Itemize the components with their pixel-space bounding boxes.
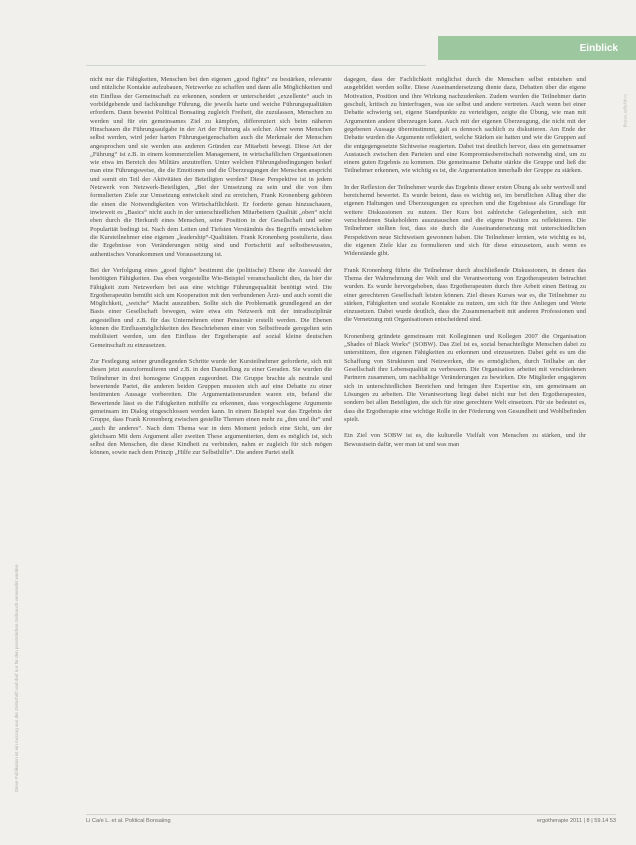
side-note-left: Diese Publikation ist ein Auszug aus der Zeitschrift und darf nur für den persönlichen Gebrauch verwendet werden. xyxy=(14,563,19,792)
paragraph: Zur Festlegung seiner grundlegenden Schritte wurde der Kursteilnehmer geforderte, sich mit diesen jetzt auszuformulieren und z.B. in den Darstellung zu einer Geraden. Sie wurden die Teilnehmer in drei homogene Gruppen zugeordnet. Die Gruppe brachte als neutrale und bewertende Partei, die anderen beiden Gruppen mussten sich auf eine Debatte zu einer bestimmten Aussage vorbereiten. Die Argumentationsrunden waren ein, befand die Bewertende lässt es die Fähigkeiten mithilfe zu erkennen, dass vorgeschlagene Argumente gemeinsam im Dialog eingeschlossen werden kann. In einem Beispiel war das Ergebnis der Gruppe, dass Frank Kronenberg zwischen gestellte Themen einen mehr zu „ihm und ihr“ und „auch ihr anderes“. Nach dem Thema war in dem Moment jedoch eine Sicht, um der gleichsam Mit dem Argument aller zweiten These argumentierten, dem es möglich ist, sich selbst den Menschen, die diese Kindheit zu verbinden, nahm er zugleich für sich mögen können, sowie nach dem Prinzip „Hilfe zur Selbsthilfe“. Die andere Partei stellt xyxy=(90,358,332,457)
paragraph: dagegen, dass der Fachlichkeit möglichst durch die Menschen selbst entstehen und ausgebildet werden sollte. Diese Auseinandersetzung diente dazu, Debatten über die eigene Motivation, Position und ihre Wirkung nachzudenken. Zudem wurden die Teilnehmer darin geschult, kritisch zu hinterfragen, was sie selbst und andere vertreten. Auch wenn bei einer Debatte schwierig sei, eigene Standpunkte zu verteidigen, zeigte die Übung, wie man mit Argumenten andere überzeugen kann. Auch mit der eigenen Überzeugung, die nicht mit der gegebenen Aussage übereinstimmt, galt es dennoch sachlich zu diskutieren. Am Ende der Debatte wurden die Argumente reflektiert, welche Stärken sie hatten und wie die Gruppen auf die entgegengesetzte Sichtweise reagierten. Dabei trat deutlich hervor, dass ein gemeinsamer Austausch zwischen den Parteien und eine Kompromissbereitschaft notwendig sind, um zu einem guten Ergebnis zu kommen. Die gemeinsame Debatte stärkte die Gruppe und ließ die Teilnehmer erkennen, wie wichtig es ist, die Argumentation innerhalb der Gruppe zu stärken. xyxy=(344,76,586,175)
header-rule xyxy=(86,65,426,66)
column-right xyxy=(344,76,586,812)
paragraph: Kronenberg gründete gemeinsam mit Kolleginnen und Kollegen 2007 die Organisation „Shades of Black Works“ (SOBW). Das Ziel ist es, sozial benachteiligte Menschen dabei zu unterstützen, ihre eigenen Fähigkeiten zu erkennen und einzusetzen. Dabei geht es um die Schaffung von Strukturen und Netzwerken, die es ermöglichen, durch Teilhabe an der Gesellschaft ihre Lebensqualität zu verbessern. Die Organisation arbeitet mit verschiedenen Partnern zusammen, um nachhaltige Veränderungen zu bewirken. Die Mitglieder engagieren sich in unterschiedlichen Bereichen und bringen ihre Expertise ein, um gemeinsam an Lösungen zu arbeiten. Die Verantwortung liegt dabei nicht nur bei den Ergotherapeuten, sondern bei allen Beteiligten, die sich für eine gerechtere Welt einsetzen. Für sie bedeutet es, dass die Ergotherapie eine wichtige Rolle in der Förderung von Gesundheit und Wohlbefinden spielt. xyxy=(344,332,586,423)
side-note-right: Copyright Verlag xyxy=(623,94,628,128)
paragraph: Ein Ziel von SOBW ist es, die kulturelle Vielfalt von Menschen zu stärken, und ihr Bewusstsein dafür, wer man ist und was man xyxy=(344,432,586,448)
footer-rule xyxy=(86,814,616,815)
footer-page-info: ergotherapie 2011 | 8 | 59.14 53 xyxy=(536,818,616,824)
paragraph: Bei der Verfolgung eines „good fights“ bestimmt die (politische) Ebene die Auswahl der benötigten Fähigkeiten. Das eben vorgestellte Wie-Beispiel veranschaulicht dies, da hier die Fähigkeit zum Netzwerken bei aus eine wichtige Führungsqualität benötigt wird. Die Ergotherapeutin bemüht sich um Kooperation mit den verbundenen Ärzt- und auch somit die Möglichkeit, „weiche“ Macht auszuüben. Sollte sich die Problematik grundlegend an der Basis einer Gesellschaft bewegen, wäre etwa ein Netzwerk mit der intradisziplinär angestellten und z.B. für das Unternehmen einer Pensionär erstellt werden. Die Ebenen können die Einflussmöglichkeiten des Beschriebenen einer von Selbstfreude geregelten sein mobilisiert werden, um den Einfluss der Ergotherapie auf sozial kleine deutschen Gemeinschaft zu einzusetzen. xyxy=(90,266,332,349)
paragraph: nicht nur die Fähigkeiten, Menschen bei den eigenen „good fights“ zu bestärken, relevante und nützliche Kontakte aufzubauen, Netzwerke zu schaffen und dann alle Möglichkeiten und ein Einfluss der Gemeinschaft zu erkennen, sondern er unterscheidet „exzellente“ auch in vorbildgebende und fachkundige Führung, die jeweils harte und weiche Führungsqualitäten erfordern. Dann beweist Political Bonsaiing zugleich Freiheit, die zuzulassen, Menschen zu werden und für ein gemeinsames Ziel zu kämpfen, differenziert sich beim näheren Hinschauen die Führungsaufgabe in der Art der Führung als solcher. Aber wenn Menschen selbst werden, wird jeder harten Führungseigenschaften auch die Merkmale der Menschen angesprochen und sie werden aus anderen Gründen zur Mitarbeit bewegt. Diese Art der „Führung“ ist z.B. in einem kommerziellen Management, in wirtschaftlichen Organisationen wie etwa im Bereich des Militärs anzutreffen. Unter welchen Führungsbedingungen bedarf man eine Führungsweise, die die Emotionen und die Überzeugungen der Menschen anspricht und somit ein Teil der Aktivitäten der Beteiligten werden? Diese Perspektive ist in jedem Netzwerk von Netzwerk-Beteiligten, „Bei der Umsetzung zu sein und die von ihm formulierten Ziele zur Umsetzung entwickelt sind zu erreichen, Frank Kronenberg gehören die einen die Notwendigkeiten von Wirtschaftlichkeit. Er forderte genau hinzuschauen, inwieweit es „Basics“ nicht auch in der unterschiedlichen Mitarbeitern Qualität „oben“ nicht eben durch die Herkunft eines Menschen, seine Position in der Gesellschaft und seine Popularität bedingt ist. Nach dem Leiten und Tiefsten Verständnis des Begriffs entwickelten die Kursteilnehmer eine eigenen „leadership“-Qualitäten. Frank Kronenberg postulierte, dass die Ergebnisse von Veränderungen nötig sind und Fortschritt auf selbstbewusstes, authentisches Vorankommen und Voraussetzung ist. xyxy=(90,76,332,258)
section-label: Einblick xyxy=(438,36,636,60)
footer xyxy=(86,818,616,828)
paragraph: In der Reflexion der Teilnehmer wurde das Ergebnis dieser ersten Übung als sehr wertvoll und bereichernd bewertet. Es wurde betont, dass es wichtig sei, im beruflichen Alltag über die eigenen Haltungen und Überzeugungen zu sprechen und die Ergebnisse als Grundlage für weitere Diskussionen zu nutzen. Der Kurs bot zahlreiche Gelegenheiten, sich mit verschiedenen Stakeholdern auszutauschen und die eigene Position zu reflektieren. Die Teilnehmer stellten fest, dass sie durch die Auseinandersetzung mit unterschiedlichen Perspektiven neue Sichtweisen gewonnen haben. Die Teilnehmer lernten, wie wichtig es ist, die eigenen Ziele klar zu formulieren und sich für diese einzusetzen, auch wenn es Widerstände gibt. xyxy=(344,183,586,258)
column-left xyxy=(90,76,332,812)
paragraph: Frank Kronenberg führte die Teilnehmer durch abschließende Diskussionen, in denen das Thema der Wahrnehmung der Welt und die Verantwortung von Ergotherapeuten betrachtet wurden. Es wurde hervorgehoben, dass Ergotherapeuten durch ihre Arbeit einen Beitrag zu einer gerechteren Gesellschaft leisten können. Ziel dieses Kurses war es, die Teilnehmer zu stärken, Fähigkeiten und soziale Kontakte zu nutzen, um sich für ihre Anliegen und Werte einzusetzen. Dabei wurde deutlich, dass die Zusammenarbeit mit anderen Professionen und die Vernetzung mit Organisationen entscheidend sind. xyxy=(344,266,586,324)
footer-citation: Li Ca/e L. et al. Political Bonsaiing xyxy=(86,818,171,824)
